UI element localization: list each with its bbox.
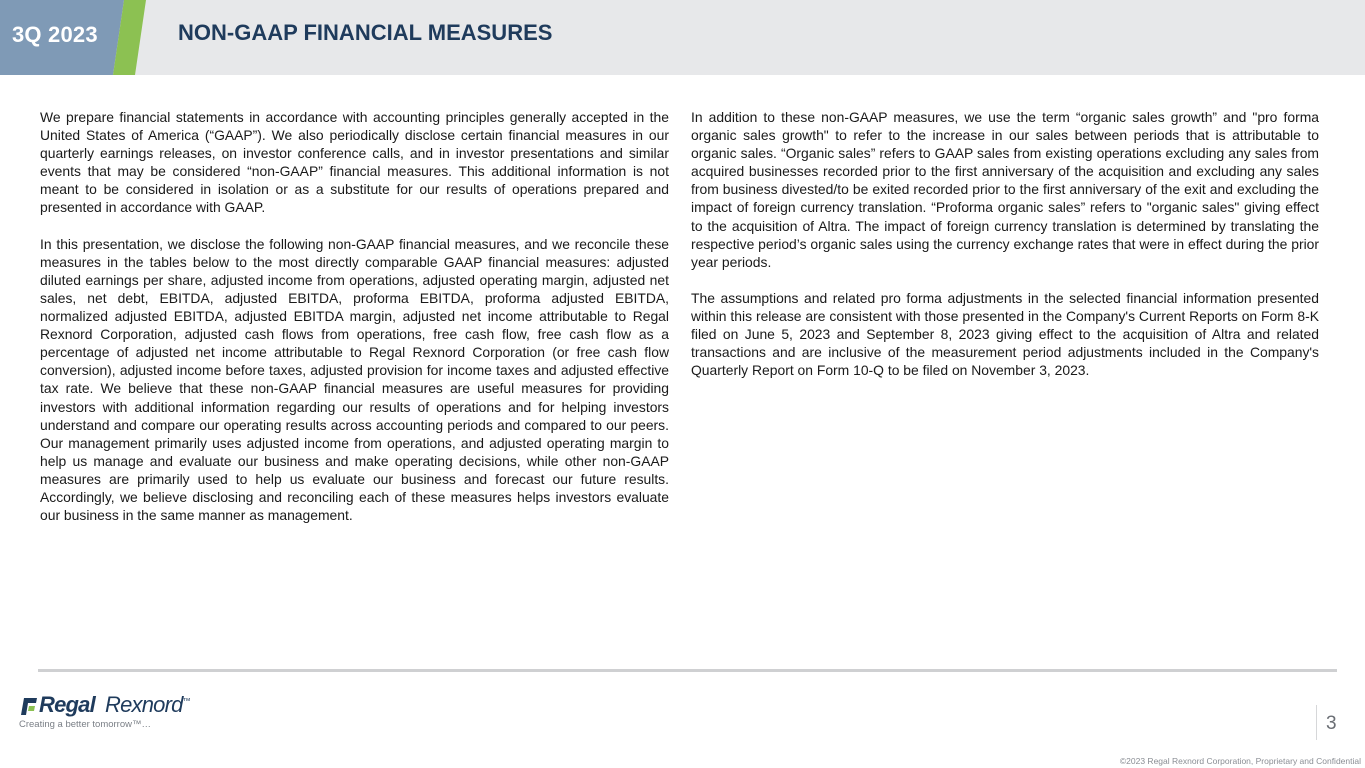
period-tab [0, 0, 146, 75]
right-text-column [691, 108, 1319, 398]
regal-rexnord-logo [17, 692, 190, 719]
period-label: 3Q 2023 [12, 22, 98, 47]
left-text-column [40, 108, 669, 542]
footer-divider [38, 669, 1337, 672]
page-title: NON-GAAP FINANCIAL MEASURES [178, 20, 553, 45]
copyright-notice: ©2023 Regal Rexnord Corporation, Proprietary and Confidential [1119, 756, 1361, 766]
logo-trademark: ™ [182, 696, 190, 706]
logo-word-rexnord-text: Rexnord [105, 692, 183, 717]
tagline: Creating a better tomorrow™… [19, 719, 151, 730]
page-number: 3 [1326, 713, 1337, 734]
logo-word-rexnord [105, 692, 190, 718]
logo-word-regal: Regal [39, 692, 95, 717]
logo-mark-icon [17, 694, 39, 716]
paragraph-gaap-intro: We prepare financial statements in accordance with accounting principles generally accepted in the United States of America (“GAAP”). We also periodically disclose certain financial measures in our quarterly earnings releases, on investor conference calls, and in investor presentations and similar events that may be considered “non-GAAP” financial measures. This additional information is not meant to be considered in isolation or as a substitute for our results of operations prepared and presented in accordance with GAAP. [40, 109, 669, 216]
header-band [0, 0, 1365, 75]
page-number-divider [1316, 705, 1317, 740]
paragraph-non-gaap-measures: In this presentation, we disclose the following non-GAAP financial measures, and we reconcile these measures in the tables below to the most directly comparable GAAP financial measures: adjusted diluted earnings per share, adjusted income from operations, adjusted operating margin, adjusted net sales, net debt, EBITDA, adjusted EBITDA, proforma EBITDA, proforma adjusted EBITDA, normalized adjusted EBITDA, adjusted EBITDA margin, adjusted net income attributable to Regal Rexnord Corporation, adjusted cash flows from operations, free cash flow, free cash flow as a percentage of adjusted net income attributable to Regal Rexnord Corporation (or free cash flow conversion), adjusted income before taxes, adjusted provision for income taxes and adjusted effective tax rate. We believe that these non-GAAP financial measures are useful measures for providing investors with additional information regarding our results of operations and for helping investors understand and compare our operating results across accounting periods and compared to our peers. Our management primarily uses adjusted income from operations, and adjusted operating margin to help us manage and evaluate our business and make operating decisions, while other non-GAAP measures are primarily used to help us evaluate our business and forecast our future results. Accordingly, we believe disclosing and reconciling each of these measures helps investors evaluate our business in the same manner as management. [40, 235, 669, 524]
paragraph-organic-sales: In addition to these non-GAAP measures, we use the term “organic sales growth” and "pro forma organic sales growth" to refer to the increase in our sales between periods that is attributable to organic sales. “Organic sales” refers to GAAP sales from existing operations excluding any sales from acquired businesses recorded prior to the first anniversary of the acquisition and excluding any sales from business divested/to be exited recorded prior to the first anniversary of the exit and excluding the impact of foreign currency translation. “Proforma organic sales” refers to "organic sales" giving effect to the acquisition of Altra. The impact of foreign currency translation is determined by translating the respective period’s organic sales using the currency exchange rates that were in effect during the prior year periods. [691, 109, 1320, 270]
paragraph-pro-forma-assumptions: The assumptions and related pro forma adjustments in the selected financial information presented within this release are consistent with those presented in the Company's Current Reports on Form 8-K filed on June 5, 2023 and September 8, 2023 giving effect to the acquisition of Altra and related transactions and are inclusive of the measurement period adjustments included in the Company's Quarterly Report on Form 10-Q to be filed on November 3, 2023. [691, 289, 1319, 379]
